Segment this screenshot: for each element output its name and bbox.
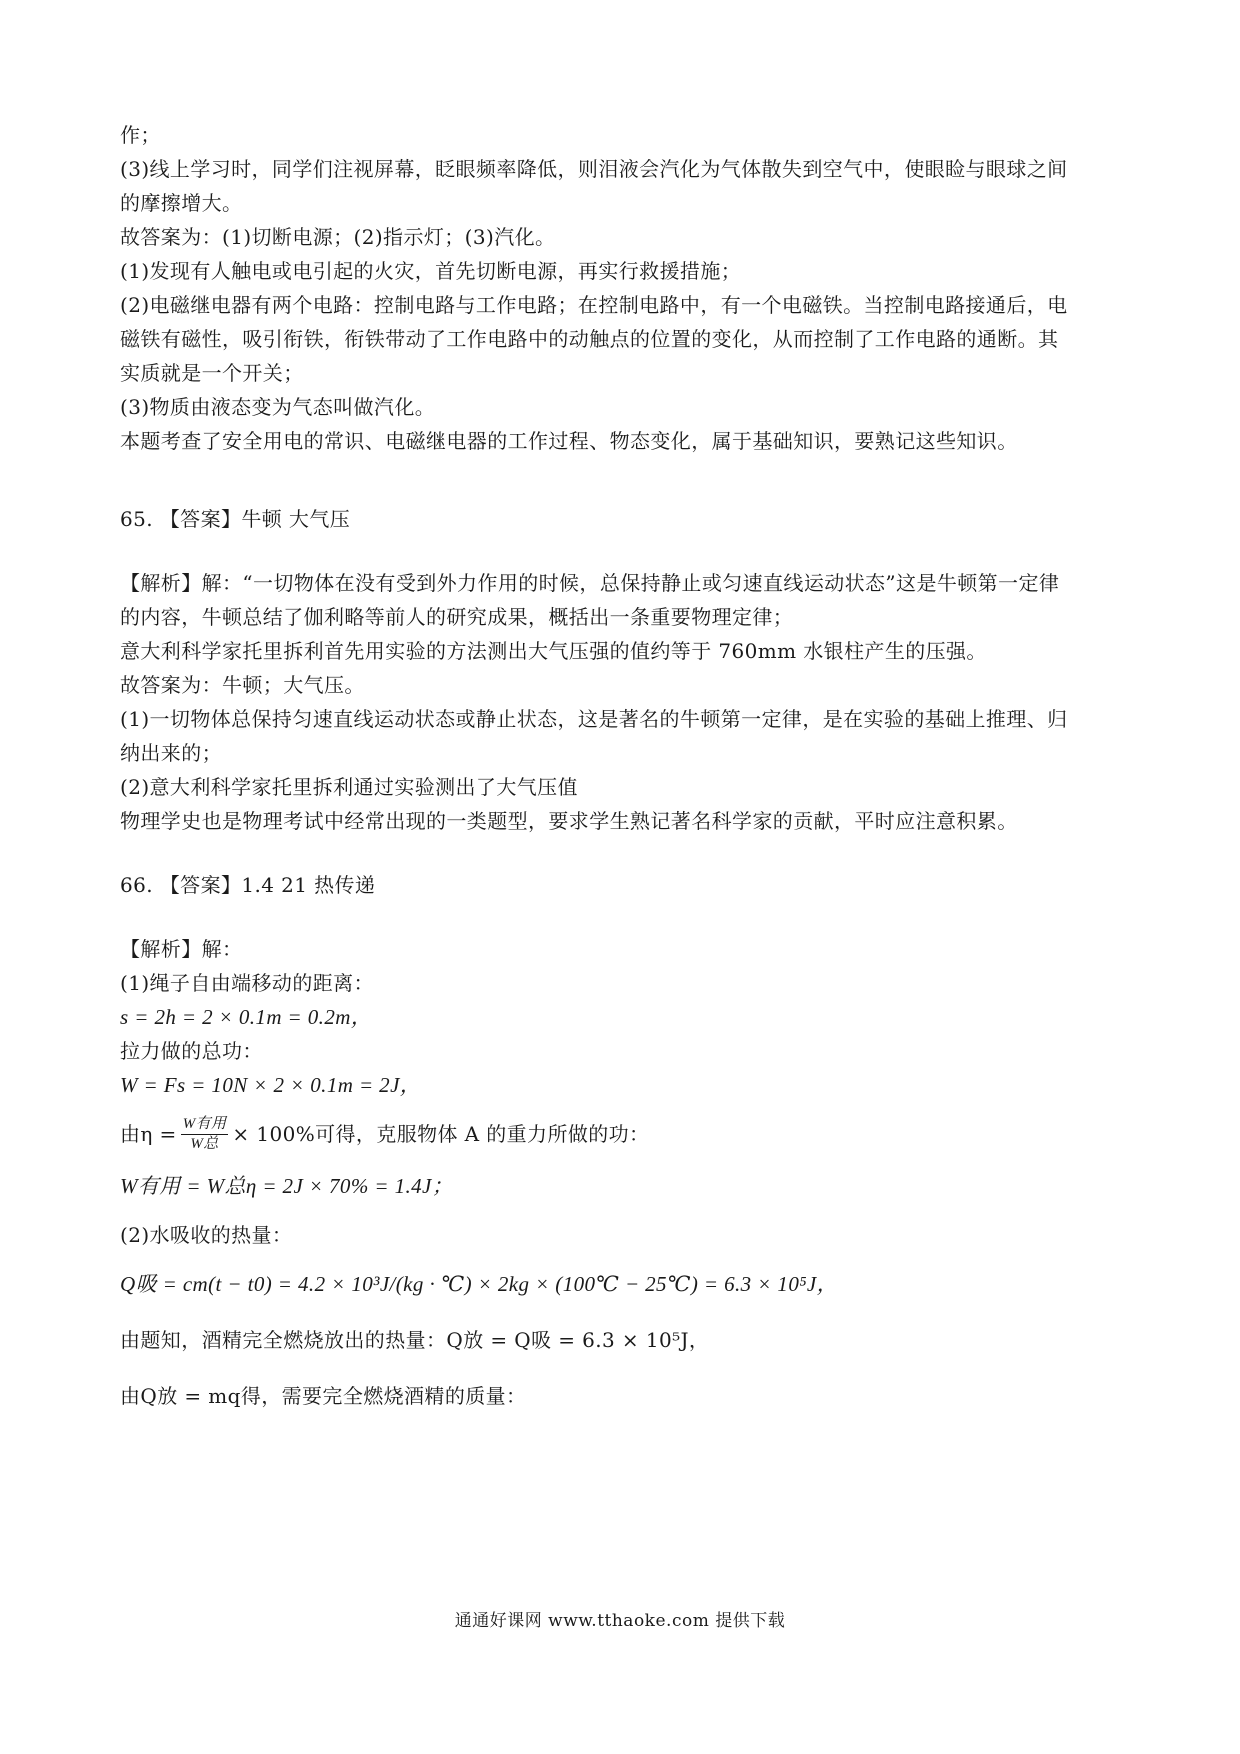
equation-total-work: W = Fs = 10N × 2 × 0.1m = 2J， [120, 1073, 422, 1097]
text-line: (3)线上学习时，同学们注视屏幕，眨眼频率降低，则泪液会汽化为气体散失到空气中，使眼睑与眼球之间 [120, 157, 1068, 181]
efficiency-fraction [181, 1116, 229, 1153]
equation-heat-absorbed: Q吸 = cm(t − t0) = 4.2 × 10³J/(kg · ℃) × 2kg × (100℃ − 25℃) = 6.3 × 10⁵J， [120, 1272, 839, 1296]
text-line: (1)绳子自由端移动的距离： [120, 971, 374, 995]
equation-distance: s = 2h = 2 × 0.1m = 0.2m， [120, 1005, 373, 1029]
text-line: 纳出来的； [120, 741, 222, 765]
summary-line: 物理学史也是物理考试中经常出现的一类题型，要求学生熟记著名科学家的贡献，平时应注意积累。 [120, 809, 1018, 833]
text-line: 实质就是一个开关； [120, 361, 304, 385]
equation-efficiency [120, 1102, 1125, 1166]
text-line: (3)物质由液态变为气态叫做汽化。 [120, 395, 436, 419]
text-line: 拉力做的总功： [120, 1039, 263, 1063]
equation-heat-released: 由题知，酒精完全燃烧放出的热量：Q放 = Q吸 = 6.3 × 10⁵J， [120, 1328, 710, 1352]
efficiency-prefix: 由η = [120, 1122, 177, 1146]
text-line: 的摩擦增大。 [120, 191, 243, 215]
analysis-line: 【解析】解：“一切物体在没有受到外力作用的时候，总保持静止或匀速直线运动状态”这是牛顿第一定律 [120, 571, 1060, 595]
page-footer: 通通好课网 www.tthaoke.com 提供下载 [454, 1611, 786, 1631]
text-line: (2)电磁继电器有两个电路：控制电路与工作电路；在控制电路中，有一个电磁铁。当控制电路接通后，电 [120, 293, 1068, 317]
text-line: 的内容，牛顿总结了伽利略等前人的研究成果，概括出一条重要物理定律； [120, 605, 794, 629]
fraction-numerator: W有用 [181, 1116, 229, 1135]
answer-65-heading: 65. 【答案】牛顿 大气压 [120, 507, 351, 531]
text-line: (2)水吸收的热量： [120, 1223, 293, 1247]
answer-66-heading: 66. 【答案】1.4 21 热传递 [120, 873, 376, 897]
fraction-denominator: W总 [190, 1135, 219, 1152]
summary-line: 本题考查了安全用电的常识、电磁继电器的工作过程、物态变化，属于基础知识，要熟记这些知识。 [120, 429, 1018, 453]
text-line: (1)一切物体总保持匀速直线运动状态或静止状态，这是著名的牛顿第一定律，是在实验的基础上推理、归 [120, 707, 1068, 731]
equation-useful-work: W有用 = W总η = 2J × 70% = 1.4J； [120, 1174, 454, 1198]
text-line: 磁铁有磁性，吸引衔铁，衔铁带动了工作电路中的动触点的位置的变化，从而控制了工作电路的通断。其 [120, 327, 1059, 351]
text-line: (2)意大利科学家托里拆利通过实验测出了大气压值 [120, 775, 578, 799]
text-line: 作； [120, 123, 161, 147]
text-line: 故答案为：牛顿；大气压。 [120, 673, 365, 697]
text-line: 意大利科学家托里拆利首先用实验的方法测出大气压强的值约等于 760mm 水银柱产生的压强。 [120, 639, 987, 663]
document-body [120, 118, 1125, 1416]
efficiency-suffix: × 100%可得，克服物体 A 的重力所做的功： [232, 1122, 650, 1146]
analysis-line: 【解析】解： [120, 937, 243, 961]
text-line: (1)发现有人触电或电引起的火灾，首先切断电源，再实行救援措施； [120, 259, 742, 283]
equation-mass: 由Q放 = mq得，需要完全燃烧酒精的质量： [120, 1384, 527, 1408]
text-line: 故答案为：(1)切断电源；(2)指示灯；(3)汽化。 [120, 225, 556, 249]
